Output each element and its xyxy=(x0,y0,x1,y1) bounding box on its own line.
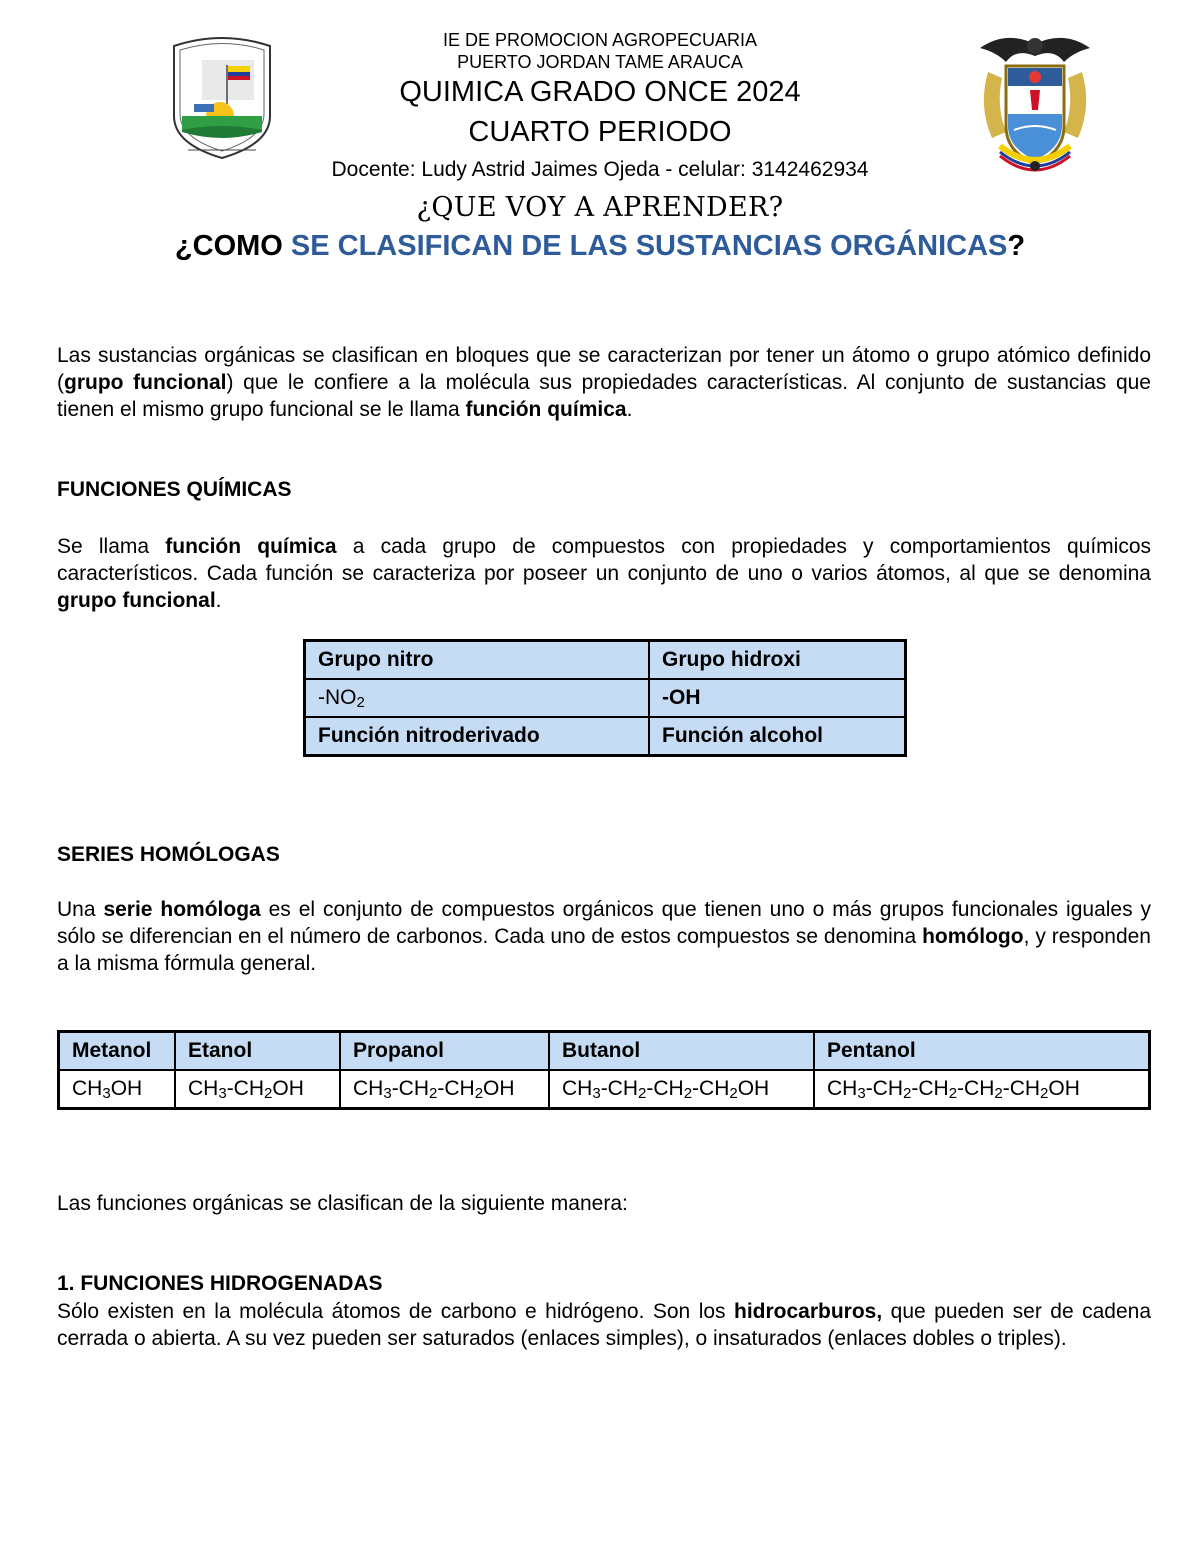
functional-groups-table xyxy=(303,639,907,757)
series-paragraph xyxy=(57,896,1151,977)
table-cell: Grupo hidroxi xyxy=(649,641,906,680)
period-title: CUARTO PERIODO xyxy=(468,116,732,148)
formula-part: -CH xyxy=(692,1077,730,1100)
formula-part: OH xyxy=(483,1077,515,1100)
intro-paragraph xyxy=(57,342,1151,423)
formula-part: CH xyxy=(72,1077,103,1100)
formula-cell xyxy=(814,1070,1150,1109)
formula-part: -CH xyxy=(391,1077,430,1100)
table-cell: Grupo nitro xyxy=(305,641,650,680)
intro-text-1: Las sustancias orgánicas se clasifican en bloques que se caracterizan por tener un átomo o grupo atómico definido ( xyxy=(57,344,1151,394)
formula-part: OH xyxy=(737,1077,770,1100)
formula-subscript: 2 xyxy=(638,1085,647,1102)
series-text-3: , y responden a la misma fórmula general. xyxy=(57,925,1151,975)
table-cell xyxy=(305,679,650,717)
formula-subscript: 2 xyxy=(683,1085,693,1102)
series-bold-1: serie homóloga xyxy=(103,898,261,921)
funciones-paragraph xyxy=(57,533,1151,614)
formula-cell xyxy=(549,1070,814,1109)
intro-bold-2: función química xyxy=(465,398,627,421)
formula-part: CH xyxy=(188,1077,219,1100)
formula-part: -CH xyxy=(911,1077,949,1100)
hidrogenadas-heading: 1. FUNCIONES HIDROGENADAS xyxy=(57,1272,383,1295)
intro-text-2: ) que le confiere a la molécula sus propiedades características. Al conjunto de sustancias que tienen el mismo grupo funcional se le llama xyxy=(57,371,1151,421)
main-question-accent: SE CLASIFICAN DE LAS SUSTANCIAS ORGÁNICAS xyxy=(290,230,1008,262)
formula-part: -CH xyxy=(600,1077,639,1100)
table-row xyxy=(305,641,906,680)
formula-part: CH xyxy=(827,1077,858,1100)
table-header-cell: Propanol xyxy=(340,1032,549,1071)
table-header-cell: Etanol xyxy=(175,1032,340,1071)
learning-question: ¿QUE VOY A APRENDER? xyxy=(416,192,784,223)
formula-subscript: 2 xyxy=(903,1085,912,1102)
classify-text: Las funciones orgánicas se clasifican de la siguiente manera: xyxy=(57,1192,628,1215)
formula-subscript: 2 xyxy=(1040,1085,1049,1102)
formula-subscript: 2 xyxy=(474,1085,484,1102)
formula-part: OH xyxy=(1048,1077,1080,1100)
school-location: PUERTO JORDAN TAME ARAUCA xyxy=(457,52,743,72)
funciones-text-2: a cada grupo de compuestos con propiedades y comportamientos químicos característicos. Cada función se caracteriza por poseer un conjunto de uno o varios átomos, al que se denomina xyxy=(57,535,1151,585)
formula-part: -CH xyxy=(226,1077,265,1100)
formula-subscript: 2 xyxy=(948,1085,958,1102)
series-text-2: es el conjunto de compuestos orgánicos que tienen uno o más grupos funcionales iguales y sólo se diferencian en el número de carbonos. Cada uno de estos compuestos se denomina xyxy=(57,898,1152,948)
formula-subscript: 2 xyxy=(429,1085,438,1102)
intro-text-3: . xyxy=(626,398,633,421)
formula-subscript: 3 xyxy=(383,1085,392,1102)
formula-subscript: 3 xyxy=(857,1085,866,1102)
formula-part: CH xyxy=(562,1077,593,1100)
nitro-subscript: 2 xyxy=(356,694,365,711)
series-heading: SERIES HOMÓLOGAS xyxy=(57,843,280,866)
formula-part: -CH xyxy=(646,1077,684,1100)
formula-part: -CH xyxy=(437,1077,475,1100)
main-question xyxy=(0,230,1200,263)
main-question-start: ¿COMO xyxy=(174,230,291,262)
table-header-cell: Butanol xyxy=(549,1032,814,1071)
formula-subscript: 2 xyxy=(264,1085,273,1102)
formula-subscript: 3 xyxy=(218,1085,227,1102)
hidrogenadas-paragraph xyxy=(57,1298,1151,1352)
formula-cell xyxy=(175,1070,340,1109)
hidrogenadas-text-2: que pueden ser de cadena cerrada o abierta. A su vez pueden ser saturados (enlaces simples), o insaturados (enlaces dobles o triples). xyxy=(57,1300,1152,1350)
formula-part: OH xyxy=(272,1077,304,1100)
series-bold-2: homólogo xyxy=(922,925,1024,948)
funciones-heading: FUNCIONES QUÍMICAS xyxy=(57,478,292,501)
formula-part: -CH xyxy=(865,1077,904,1100)
intro-bold-1: grupo funcional xyxy=(64,371,227,394)
formula-cell xyxy=(340,1070,549,1109)
subject-title: QUIMICA GRADO ONCE 2024 xyxy=(399,76,801,108)
hidrogenadas-text-1: Sólo existen en la molécula átomos de carbono e hidrógeno. Son los xyxy=(57,1300,734,1323)
table-header-cell: Metanol xyxy=(59,1032,176,1071)
series-text-1: Una xyxy=(57,898,104,921)
formula-part: -CH xyxy=(957,1077,995,1100)
formula-subscript: 3 xyxy=(102,1085,111,1102)
alcohol-series-table xyxy=(57,1030,1151,1110)
table-row xyxy=(59,1032,1150,1071)
table-row xyxy=(305,717,906,756)
nitro-formula: -NO xyxy=(318,686,357,709)
formula-part: OH xyxy=(110,1077,143,1100)
main-question-end: ? xyxy=(1007,230,1026,262)
table-row xyxy=(305,679,906,717)
formula-subscript: 2 xyxy=(729,1085,738,1102)
formula-part: CH xyxy=(353,1077,384,1100)
table-cell: -OH xyxy=(649,679,906,717)
table-cell: Función nitroderivado xyxy=(305,717,650,756)
formula-part: -CH xyxy=(1002,1077,1041,1100)
table-header-cell: Pentanol xyxy=(814,1032,1150,1071)
funciones-bold-1: función química xyxy=(165,535,337,558)
hidrogenadas-bold-1: hidrocarburos, xyxy=(734,1300,883,1323)
table-cell: Función alcohol xyxy=(649,717,906,756)
funciones-text-1: Se llama xyxy=(57,535,166,558)
funciones-bold-2: grupo funcional xyxy=(57,589,216,612)
formula-subscript: 2 xyxy=(994,1085,1003,1102)
formula-cell xyxy=(59,1070,176,1109)
funciones-text-3: . xyxy=(215,589,222,612)
school-name: IE DE PROMOCION AGROPECUARIA xyxy=(442,30,758,50)
formula-subscript: 3 xyxy=(592,1085,601,1102)
table-row xyxy=(59,1070,1150,1109)
teacher-info: Docente: Ludy Astrid Jaimes Ojeda - celular: 3142462934 xyxy=(331,158,869,181)
